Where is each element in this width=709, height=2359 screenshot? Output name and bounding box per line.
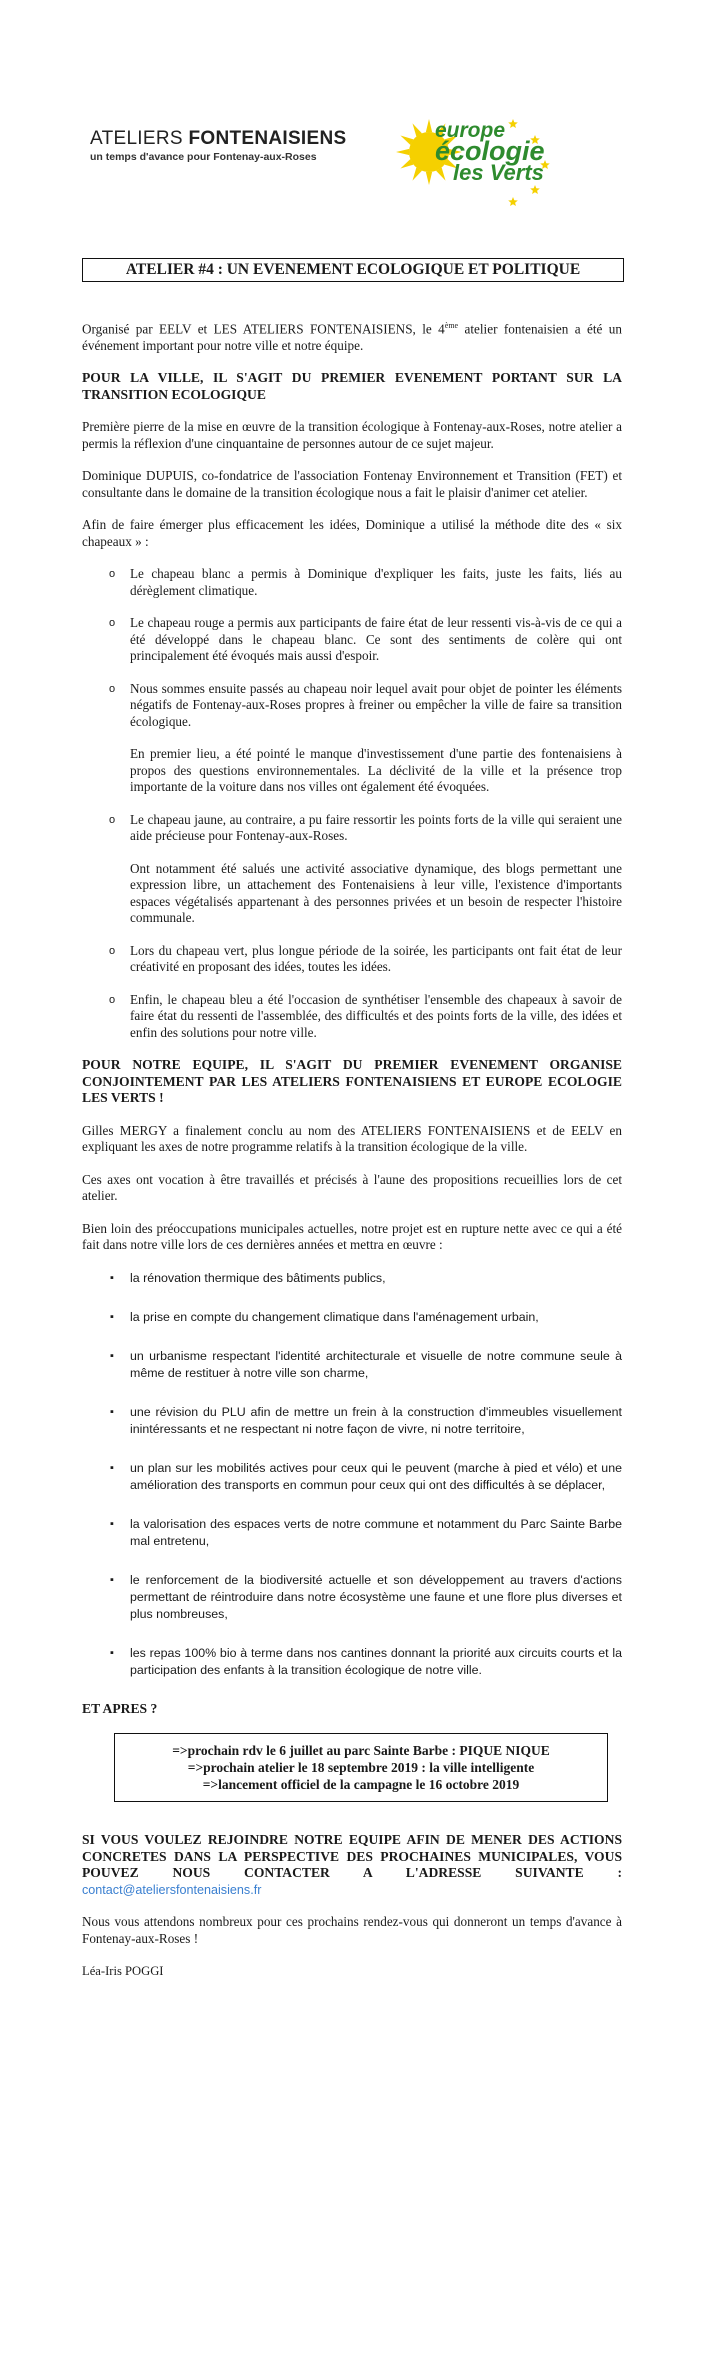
star-icon — [508, 197, 518, 206]
star-icon — [530, 185, 540, 194]
list-item: o Le chapeau jaune, au contraire, a pu faire ressortir les points forts de la ville qui seraient une aide précieuse pour Fontenay-aux-Roses. Ont notamment été salués une activité associative dynamique, des blogs permettant une expression libre, un attachement des Fontenaisiens à leur ville, l'existence d'importants espaces végétalisés appartenant à des personnes privées et un besoin de respecter l'histoire communale. — [109, 811, 622, 926]
hollow-bullet-icon: o — [109, 993, 116, 1006]
list-item: o Lors du chapeau vert, plus longue période de la soirée, les participants ont fait état de leur créativité en proposant des idées, toutes les idées. — [109, 942, 622, 975]
list-item: o Le chapeau rouge a permis aux participants de faire état de leur ressenti vis-à-vis de ce qui a été développé dans le chapeau blanc. Ce sont des sentiments de colère qui ont principalement été évoqués mais aussi d'espoir. — [109, 615, 622, 664]
square-bullet-icon: ▪ — [110, 1517, 114, 1530]
list-item: o Nous sommes ensuite passés au chapeau noir lequel avait pour objet de pointer les éléments négatifs de Fontenay-aux-Roses propres à freiner ou empêcher la ville de faire sa transition écologique. En premier lieu, a été pointé le manque d'investissement d'une partie des fontenaisiens à propos des questions environnementales. La déclivité de la ville et la présence trop importante de la voiture dans nos villes ont également été évoquées. — [109, 680, 622, 795]
eelv-logo — [395, 110, 565, 210]
list-item: ▪ le renforcement de la biodiversité actuelle et son développement au travers d'actions permettant de réintroduire dans notre écosystème une faune et une flore plus diverses et plus nombreuses, — [110, 1572, 622, 1621]
hollow-bullet-icon: o — [109, 568, 116, 581]
program-list — [82, 1270, 622, 1679]
sun-ray-shape — [396, 149, 409, 155]
upcoming-events-box — [114, 1733, 608, 1802]
square-bullet-icon: ▪ — [110, 1271, 114, 1284]
list-item: ▪ la valorisation des espaces verts de notre commune et notamment du Parc Sainte Barbe mal entretenu, — [110, 1516, 622, 1548]
paragraph: Première pierre de la mise en œuvre de la transition écologique à Fontenay-aux-Roses, notre atelier a permis la réflexion d'une cinquantaine de personnes autour de ce sujet majeur. — [82, 419, 622, 451]
closing-paragraph: Nous vous attendons nombreux pour ces prochains rendez-vous qui donneront un temps d'avance à Fontenay-aux-Roses ! — [82, 1914, 622, 1946]
list-item-extra: Ont notamment été salués une activité associative dynamique, des blogs permettant une expression libre, un attachement des Fontenaisiens à leur ville, l'existence d'importants espaces végétalisés appartenant à des personnes privées et un besoin de respecter l'histoire communale. — [130, 860, 622, 926]
section-heading-equipe: POUR NOTRE EQUIPE, IL S'AGIT DU PREMIER EVENEMENT ORGANISE CONJOINTEMENT PAR LES ATELIERS FONTENAISIENS ET EUROPE ECOLOGIE LES VERTS ! — [82, 1057, 622, 1106]
logo-name-part2: FONTENAISIENS — [188, 128, 347, 149]
list-item: ▪ les repas 100% bio à terme dans nos cantines donnant la priorité aux circuits courts et la participation des enfants à la transition écologique de notre ville. — [110, 1645, 622, 1677]
hollow-bullet-icon: o — [109, 617, 116, 630]
event-line: =>prochain atelier le 18 septembre 2019 : la ville intelligente — [187, 1760, 535, 1776]
logo-tagline: un temps d'avance pour Fontenay-aux-Roses — [90, 151, 317, 163]
list-item-extra: En premier lieu, a été pointé le manque d'investissement d'une partie des fontenaisiens à propos des questions environnementales. La déclivité de la ville et la présence trop importante de la voiture dans nos villes ont également été évoquées. — [130, 746, 622, 795]
list-item: o Enfin, le chapeau bleu a été l'occasion de synthétiser l'ensemble des chapeaux à savoir de faire état du ressenti de l'assemblée, des difficultés et des points forts de la ville, des idées et enfin des solutions pour notre ville. — [109, 991, 622, 1040]
contact-paragraph: SI VOUS VOULEZ REJOINDRE NOTRE EQUIPE AFIN DE MENER DES ACTIONS CONCRETES DANS LA PERSPECTIVE DES PROCHAINES MUNICIPALES, VOUS POUVEZ NOUS CONTACTER A L'ADRESSE SUIVANTE : contact@ateliersfontenaisiens.fr — [82, 1832, 622, 1897]
paragraph: Ces axes ont vocation à être travaillés et précisés à l'aune des propositions recueillies lors de cet atelier. — [82, 1171, 622, 1204]
page-title: ATELIER #4 : UN EVENEMENT ECOLOGIQUE ET POLITIQUE — [82, 258, 624, 282]
hollow-bullet-icon: o — [109, 682, 116, 695]
paragraph: Gilles MERGY a finalement conclu au nom des ATELIERS FONTENAISIENS et de EELV en expliquant les axes de notre programme relatifs à la transition écologique de la ville. — [82, 1122, 622, 1155]
contact-email-link[interactable]: contact@ateliersfontenaisiens.fr — [82, 1882, 262, 1897]
logo-name-part1: ATELIERS — [90, 128, 183, 149]
square-bullet-icon: ▪ — [110, 1573, 114, 1586]
list-item: ▪ la prise en compte du changement climatique dans l'aménagement urbain, — [110, 1309, 539, 1324]
paragraph: Bien loin des préoccupations municipales actuelles, notre projet est en rupture nette avec ce qui a été fait dans notre ville lors de ces dernières années et mettra en œuvre : — [82, 1220, 622, 1253]
list-item: ▪ la rénovation thermique des bâtiments publics, — [110, 1270, 386, 1285]
eelv-line3: les Verts — [453, 160, 544, 185]
section-heading-ville: POUR LA VILLE, IL S'AGIT DU PREMIER EVENEMENT PORTANT SUR LA TRANSITION ECOLOGIQUE — [82, 370, 622, 402]
square-bullet-icon: ▪ — [110, 1310, 114, 1323]
sun-ray-shape — [426, 172, 432, 185]
list-item: ▪ une révision du PLU afin de mettre un frein à la construction d'immeubles visuellement inintéressants et ne respectant ni notre façon de vivre, ni notre territoire, — [110, 1404, 622, 1436]
hollow-bullet-icon: o — [109, 813, 116, 826]
hats-list — [82, 566, 622, 1041]
hollow-bullet-icon: o — [109, 944, 116, 957]
sun-ray-shape — [426, 119, 432, 132]
ateliers-fontenaisiens-logo — [90, 128, 346, 163]
square-bullet-icon: ▪ — [110, 1405, 114, 1418]
signature: Léa-Iris POGGI — [82, 1964, 164, 1979]
list-item: ▪ un plan sur les mobilités actives pour ceux qui le peuvent (marche à pied et vélo) et une amélioration des transports en commun pour ceux qui ont des difficultés à se déplacer, — [110, 1460, 622, 1492]
event-line: =>prochain rdv le 6 juillet au parc Sainte Barbe : PIQUE NIQUE — [172, 1743, 550, 1759]
article-body — [82, 318, 622, 1996]
square-bullet-icon: ▪ — [110, 1461, 114, 1474]
square-bullet-icon: ▪ — [110, 1646, 114, 1659]
list-item: o Le chapeau blanc a permis à Dominique d'expliquer les faits, juste les faits, liés au dérèglement climatique. — [109, 566, 622, 598]
paragraph: Afin de faire émerger plus efficacement les idées, Dominique a utilisé la méthode dite des « six chapeaux » : — [82, 517, 622, 549]
paragraph: Dominique DUPUIS, co-fondatrice de l'association Fontenay Environnement et Transition (FET) et consultante dans le domaine de la transition écologique nous a fait le plaisir d'animer cet atelier. — [82, 468, 622, 500]
eelv-line2: écologie — [435, 136, 545, 166]
list-item: ▪ un urbanisme respectant l'identité architecturale et visuelle de notre commune seule à même de restituer à notre ville son charme, — [110, 1348, 622, 1380]
intro-paragraph: Organisé par EELV et LES ATELIERS FONTENAISIENS, le 4ème atelier fontenaisien a été un événement important pour notre ville et notre équipe. — [82, 321, 622, 353]
event-line: =>lancement officiel de la campagne le 16 octobre 2019 — [202, 1777, 520, 1793]
eelv-line1: europe — [435, 119, 506, 142]
square-bullet-icon: ▪ — [110, 1349, 114, 1362]
section-heading-et-apres: ET APRES ? — [82, 1700, 158, 1716]
